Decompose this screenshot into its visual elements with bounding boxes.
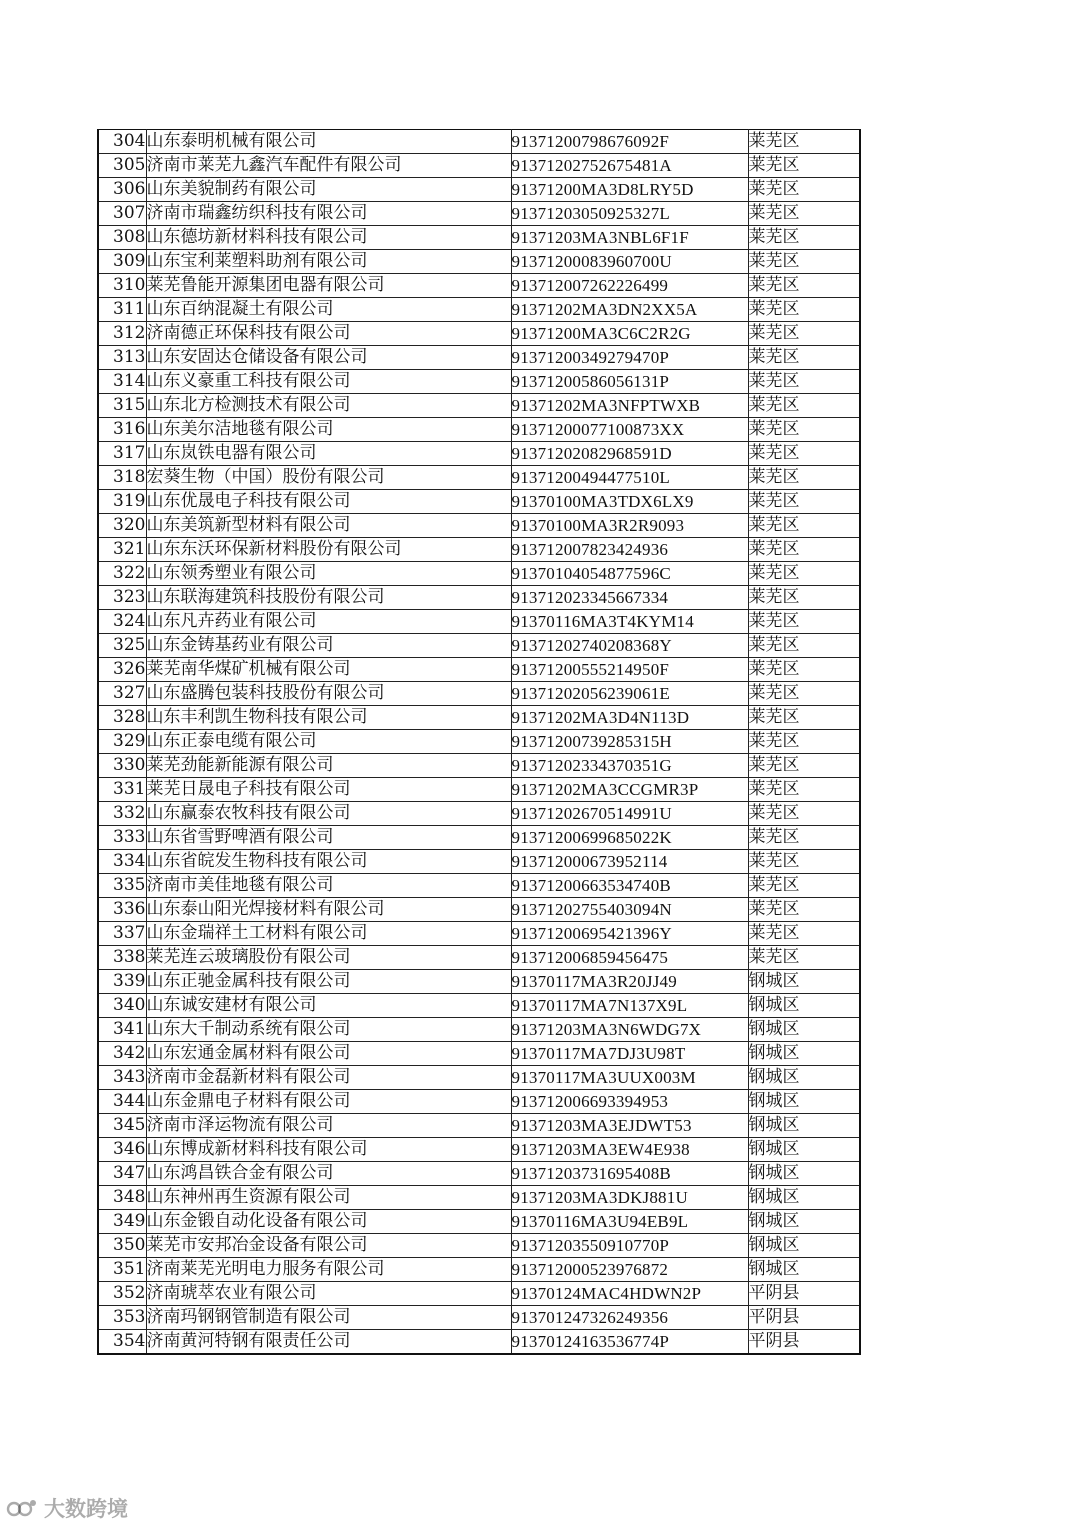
company-name: 济南市莱芜九鑫汽车配件有限公司: [146, 154, 511, 178]
company-name: 山东省皖发生物科技有限公司: [146, 850, 511, 874]
row-number: 330: [98, 754, 146, 778]
row-number: 326: [98, 658, 146, 682]
table-row: [98, 490, 860, 514]
table-row: [98, 658, 860, 682]
table-row: [98, 994, 860, 1018]
credit-code: 91371203050925327L: [511, 202, 748, 226]
company-name: 山东美筑新型材料有限公司: [146, 514, 511, 538]
row-number: 307: [98, 202, 146, 226]
company-name: 山东正泰电缆有限公司: [146, 730, 511, 754]
credit-code: 91370124163536774P: [511, 1330, 748, 1355]
district: 莱芜区: [748, 778, 860, 802]
table-row: [98, 418, 860, 442]
table-row: [98, 922, 860, 946]
district: 莱芜区: [748, 874, 860, 898]
table-row: [98, 730, 860, 754]
row-number: 329: [98, 730, 146, 754]
company-name: 山东泰明机械有限公司: [146, 130, 511, 154]
company-name: 山东神州再生资源有限公司: [146, 1186, 511, 1210]
row-number: 324: [98, 610, 146, 634]
district: 莱芜区: [748, 850, 860, 874]
credit-code: 91371200494477510L: [511, 466, 748, 490]
company-name: 山东诚安建材有限公司: [146, 994, 511, 1018]
row-number: 354: [98, 1330, 146, 1355]
credit-code: 91371202334370351G: [511, 754, 748, 778]
credit-code: 91371200699685022K: [511, 826, 748, 850]
district: 钢城区: [748, 1258, 860, 1282]
district: 钢城区: [748, 1066, 860, 1090]
table-row: [98, 1186, 860, 1210]
row-number: 314: [98, 370, 146, 394]
table-row: [98, 1042, 860, 1066]
row-number: 334: [98, 850, 146, 874]
row-number: 319: [98, 490, 146, 514]
row-number: 323: [98, 586, 146, 610]
company-name: 山东岚铁电器有限公司: [146, 442, 511, 466]
row-number: 305: [98, 154, 146, 178]
credit-code: 91370116MA3U94EB9L: [511, 1210, 748, 1234]
row-number: 341: [98, 1018, 146, 1042]
table-row: [98, 226, 860, 250]
row-number: 333: [98, 826, 146, 850]
district: 莱芜区: [748, 250, 860, 274]
credit-code: 91370100MA3TDX6LX9: [511, 490, 748, 514]
credit-code: 91371200798676092F: [511, 130, 748, 154]
table-row: [98, 898, 860, 922]
credit-code: 91370116MA3T4KYM14: [511, 610, 748, 634]
row-number: 325: [98, 634, 146, 658]
table-body: [98, 130, 860, 1355]
district: 莱芜区: [748, 322, 860, 346]
credit-code: 91371200349279470P: [511, 346, 748, 370]
credit-code: 91370117MA7N137X9L: [511, 994, 748, 1018]
district: 莱芜区: [748, 586, 860, 610]
row-number: 331: [98, 778, 146, 802]
company-name: 济南市泽运物流有限公司: [146, 1114, 511, 1138]
credit-code: 913712000523976872: [511, 1258, 748, 1282]
district: 钢城区: [748, 1114, 860, 1138]
company-name: 山东宏通金属材料有限公司: [146, 1042, 511, 1066]
row-number: 313: [98, 346, 146, 370]
district: 钢城区: [748, 994, 860, 1018]
credit-code: 91371200695421396Y: [511, 922, 748, 946]
table-row: [98, 1330, 860, 1355]
credit-code: 913701247326249356: [511, 1306, 748, 1330]
table-row: [98, 586, 860, 610]
district: 莱芜区: [748, 490, 860, 514]
credit-code: 91371202670514991U: [511, 802, 748, 826]
company-name: 山东领秀塑业有限公司: [146, 562, 511, 586]
table-row: [98, 514, 860, 538]
district: 莱芜区: [748, 802, 860, 826]
credit-code: 91371202752675481A: [511, 154, 748, 178]
district: 莱芜区: [748, 946, 860, 970]
company-name: 莱芜鲁能开源集团电器有限公司: [146, 274, 511, 298]
table-row: [98, 826, 860, 850]
row-number: 347: [98, 1162, 146, 1186]
row-number: 328: [98, 706, 146, 730]
table-row: [98, 754, 860, 778]
company-name: 山东金鼎电子材料有限公司: [146, 1090, 511, 1114]
row-number: 350: [98, 1234, 146, 1258]
credit-code: 91371203MA3EW4E938: [511, 1138, 748, 1162]
table-row: [98, 394, 860, 418]
company-name: 济南市瑞鑫纺织科技有限公司: [146, 202, 511, 226]
credit-code: 91371202MA3CCGMR3P: [511, 778, 748, 802]
district: 平阴县: [748, 1282, 860, 1306]
company-name: 莱芜连云玻璃股份有限公司: [146, 946, 511, 970]
row-number: 348: [98, 1186, 146, 1210]
table-row: [98, 874, 860, 898]
credit-code: 91371200555214950F: [511, 658, 748, 682]
credit-code: 91371202740208368Y: [511, 634, 748, 658]
row-number: 352: [98, 1282, 146, 1306]
credit-code: 913712007262226499: [511, 274, 748, 298]
row-number: 342: [98, 1042, 146, 1066]
district: 莱芜区: [748, 610, 860, 634]
table-row: [98, 610, 860, 634]
company-name: 济南莱芜光明电力服务有限公司: [146, 1258, 511, 1282]
company-name: 山东金锻自动化设备有限公司: [146, 1210, 511, 1234]
table-row: [98, 1018, 860, 1042]
company-name: 山东联海建筑科技股份有限公司: [146, 586, 511, 610]
company-name: 山东泰山阳光焊接材料有限公司: [146, 898, 511, 922]
credit-code: 913712006693394953: [511, 1090, 748, 1114]
company-name: 山东丰利凯生物科技有限公司: [146, 706, 511, 730]
credit-code: 91371200MA3C6C2R2G: [511, 322, 748, 346]
company-name: 莱芜日晟电子科技有限公司: [146, 778, 511, 802]
company-name: 山东美貌制药有限公司: [146, 178, 511, 202]
company-table: [97, 129, 861, 1355]
table-row: [98, 706, 860, 730]
company-name: 山东凡卉药业有限公司: [146, 610, 511, 634]
row-number: 336: [98, 898, 146, 922]
district: 莱芜区: [748, 682, 860, 706]
company-name: 山东宝利莱塑料助剂有限公司: [146, 250, 511, 274]
district: 莱芜区: [748, 730, 860, 754]
district: 平阴县: [748, 1306, 860, 1330]
table-row: [98, 466, 860, 490]
table-row: [98, 1066, 860, 1090]
row-number: 351: [98, 1258, 146, 1282]
row-number: 317: [98, 442, 146, 466]
company-name: 山东百纳混凝土有限公司: [146, 298, 511, 322]
company-name: 山东赢泰农牧科技有限公司: [146, 802, 511, 826]
company-name: 济南市美佳地毯有限公司: [146, 874, 511, 898]
company-name: 莱芜市安邦冶金设备有限公司: [146, 1234, 511, 1258]
table-row: [98, 1234, 860, 1258]
credit-code: 91371202755403094N: [511, 898, 748, 922]
credit-code: 91371200739285315H: [511, 730, 748, 754]
credit-code: 913712007823424936: [511, 538, 748, 562]
row-number: 304: [98, 130, 146, 154]
table-row: [98, 634, 860, 658]
company-name: 山东省雪野啤酒有限公司: [146, 826, 511, 850]
credit-code: 913712006859456475: [511, 946, 748, 970]
credit-code: 913712000673952114: [511, 850, 748, 874]
district: 莱芜区: [748, 562, 860, 586]
table-row: [98, 1258, 860, 1282]
row-number: 320: [98, 514, 146, 538]
row-number: 308: [98, 226, 146, 250]
district: 莱芜区: [748, 226, 860, 250]
watermark-logo-icon: [6, 1496, 38, 1520]
credit-code: 91370117MA7DJ3U98T: [511, 1042, 748, 1066]
district: 莱芜区: [748, 274, 860, 298]
company-name: 山东金铸基药业有限公司: [146, 634, 511, 658]
district: 莱芜区: [748, 370, 860, 394]
credit-code: 91371203MA3EJDWT53: [511, 1114, 748, 1138]
table-row: [98, 562, 860, 586]
district: 钢城区: [748, 1138, 860, 1162]
row-number: 316: [98, 418, 146, 442]
district: 莱芜区: [748, 922, 860, 946]
table-row: [98, 442, 860, 466]
table-row: [98, 1114, 860, 1138]
district: 莱芜区: [748, 634, 860, 658]
credit-code: 91371200586056131P: [511, 370, 748, 394]
row-number: 315: [98, 394, 146, 418]
district: 莱芜区: [748, 130, 860, 154]
district: 莱芜区: [748, 898, 860, 922]
table-row: [98, 1090, 860, 1114]
row-number: 349: [98, 1210, 146, 1234]
company-name: 山东优晟电子科技有限公司: [146, 490, 511, 514]
district: 莱芜区: [748, 394, 860, 418]
district: 莱芜区: [748, 202, 860, 226]
credit-code: 91371203MA3N6WDG7X: [511, 1018, 748, 1042]
row-number: 345: [98, 1114, 146, 1138]
company-name: 山东义豪重工科技有限公司: [146, 370, 511, 394]
credit-code: 91371200MA3D8LRY5D: [511, 178, 748, 202]
row-number: 339: [98, 970, 146, 994]
row-number: 337: [98, 922, 146, 946]
credit-code: 91371200663534740B: [511, 874, 748, 898]
company-name: 山东鸿昌铁合金有限公司: [146, 1162, 511, 1186]
row-number: 321: [98, 538, 146, 562]
district: 莱芜区: [748, 178, 860, 202]
district: 钢城区: [748, 970, 860, 994]
table-row: [98, 322, 860, 346]
row-number: 311: [98, 298, 146, 322]
table-row: [98, 154, 860, 178]
company-name: 山东东沃环保新材料股份有限公司: [146, 538, 511, 562]
table-row: [98, 778, 860, 802]
district: 莱芜区: [748, 442, 860, 466]
row-number: 318: [98, 466, 146, 490]
row-number: 327: [98, 682, 146, 706]
row-number: 335: [98, 874, 146, 898]
company-name: 济南市金磊新材料有限公司: [146, 1066, 511, 1090]
district: 钢城区: [748, 1186, 860, 1210]
credit-code: 91371202MA3NFPTWXB: [511, 394, 748, 418]
company-name: 山东金瑞祥土工材料有限公司: [146, 922, 511, 946]
district: 莱芜区: [748, 826, 860, 850]
company-name: 宏葵生物（中国）股份有限公司: [146, 466, 511, 490]
district: 莱芜区: [748, 514, 860, 538]
table-row: [98, 1162, 860, 1186]
table-row: [98, 250, 860, 274]
credit-code: 91371200077100873XX: [511, 418, 748, 442]
district: 钢城区: [748, 1018, 860, 1042]
district: 莱芜区: [748, 154, 860, 178]
district: 莱芜区: [748, 298, 860, 322]
table-row: [98, 346, 860, 370]
company-name: 济南玛钢钢管制造有限公司: [146, 1306, 511, 1330]
credit-code: 91371203550910770P: [511, 1234, 748, 1258]
credit-code: 91371203MA3DKJ881U: [511, 1186, 748, 1210]
company-name: 济南德正环保科技有限公司: [146, 322, 511, 346]
district: 莱芜区: [748, 346, 860, 370]
company-name: 山东北方检测技术有限公司: [146, 394, 511, 418]
watermark: [6, 1493, 128, 1523]
company-name: 济南琥萃农业有限公司: [146, 1282, 511, 1306]
district: 莱芜区: [748, 538, 860, 562]
row-number: 340: [98, 994, 146, 1018]
district: 莱芜区: [748, 466, 860, 490]
table-row: [98, 178, 860, 202]
credit-code: 91371202056239061E: [511, 682, 748, 706]
table-row: [98, 850, 860, 874]
credit-code: 91371203MA3NBL6F1F: [511, 226, 748, 250]
district: 钢城区: [748, 1210, 860, 1234]
table-row: [98, 970, 860, 994]
district: 钢城区: [748, 1090, 860, 1114]
table-row: [98, 1210, 860, 1234]
credit-code: 913712023345667334: [511, 586, 748, 610]
credit-code: 91371200083960700U: [511, 250, 748, 274]
district: 钢城区: [748, 1162, 860, 1186]
credit-code: 91370104054877596C: [511, 562, 748, 586]
credit-code: 91371203731695408B: [511, 1162, 748, 1186]
credit-code: 91370100MA3R2R9093: [511, 514, 748, 538]
row-number: 310: [98, 274, 146, 298]
credit-code: 91370117MA3UUX003M: [511, 1066, 748, 1090]
table-row: [98, 202, 860, 226]
company-name: 莱芜劲能新能源有限公司: [146, 754, 511, 778]
company-name: 山东博成新材料科技有限公司: [146, 1138, 511, 1162]
district: 钢城区: [748, 1234, 860, 1258]
company-name: 山东安固达仓储设备有限公司: [146, 346, 511, 370]
credit-code: 91371202082968591D: [511, 442, 748, 466]
district: 平阴县: [748, 1330, 860, 1355]
table-row: [98, 946, 860, 970]
credit-code: 91370117MA3R20JJ49: [511, 970, 748, 994]
row-number: 306: [98, 178, 146, 202]
table-row: [98, 1306, 860, 1330]
company-name: 山东大千制动系统有限公司: [146, 1018, 511, 1042]
company-name: 山东盛腾包装科技股份有限公司: [146, 682, 511, 706]
row-number: 344: [98, 1090, 146, 1114]
credit-code: 91371202MA3D4N113D: [511, 706, 748, 730]
table-row: [98, 130, 860, 154]
table-row: [98, 682, 860, 706]
row-number: 346: [98, 1138, 146, 1162]
company-name: 济南黄河特钢有限责任公司: [146, 1330, 511, 1355]
row-number: 309: [98, 250, 146, 274]
row-number: 343: [98, 1066, 146, 1090]
table-row: [98, 370, 860, 394]
district: 钢城区: [748, 1042, 860, 1066]
table-row: [98, 538, 860, 562]
table-row: [98, 1138, 860, 1162]
row-number: 312: [98, 322, 146, 346]
district: 莱芜区: [748, 418, 860, 442]
company-name: 山东美尔洁地毯有限公司: [146, 418, 511, 442]
company-name: 山东正驰金属科技有限公司: [146, 970, 511, 994]
table-row: [98, 298, 860, 322]
row-number: 338: [98, 946, 146, 970]
table-row: [98, 802, 860, 826]
district: 莱芜区: [748, 658, 860, 682]
district: 莱芜区: [748, 706, 860, 730]
table-row: [98, 274, 860, 298]
row-number: 322: [98, 562, 146, 586]
credit-code: 91371202MA3DN2XX5A: [511, 298, 748, 322]
company-name: 莱芜南华煤矿机械有限公司: [146, 658, 511, 682]
company-name: 山东德坊新材料科技有限公司: [146, 226, 511, 250]
watermark-text: 大数跨境: [44, 1497, 128, 1521]
row-number: 353: [98, 1306, 146, 1330]
table-row: [98, 1282, 860, 1306]
credit-code: 91370124MAC4HDWN2P: [511, 1282, 748, 1306]
district: 莱芜区: [748, 754, 860, 778]
row-number: 332: [98, 802, 146, 826]
